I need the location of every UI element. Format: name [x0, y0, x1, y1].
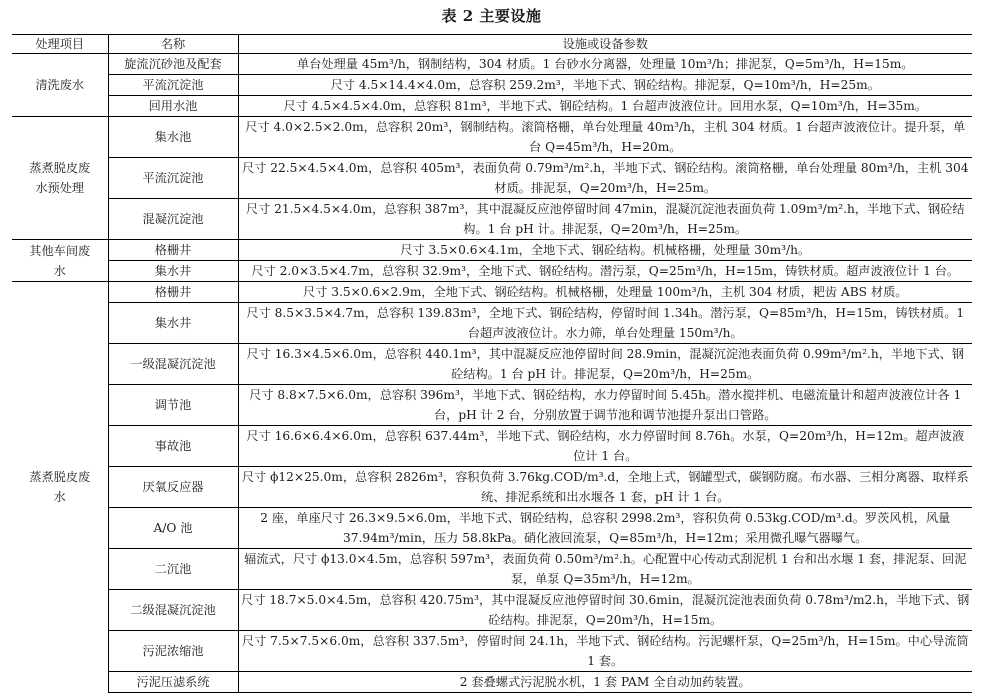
facility-name-cell: 回用水池	[108, 96, 238, 117]
table-row	[12, 282, 972, 303]
facility-param-cell: 尺寸 18.7×5.0×4.5m，总容积 420.75m³，其中混凝反应池停留时间 30.6min，混凝沉淀池表面负荷 0.78m³/m2.h，半地下式、钢砼结构。排泥泵，Q=20m³/h，H=15m。	[238, 590, 972, 631]
table-row	[12, 467, 972, 508]
facility-param-cell: 尺寸 4.5×14.4×4.0m，总容积 259.2m³，半地下式、钢砼结构。排泥泵，Q=10m³/h，H=25m。	[238, 75, 972, 96]
facility-param-cell: 尺寸 21.5×4.5×4.0m，总容积 387m³，其中混凝反应池停留时间 47min，混凝沉淀池表面负荷 1.09m³/m².h，半地下式、钢砼结构。1 台 pH 计。排泥泵，Q=20m³/h，H=25m。	[238, 199, 972, 240]
table-row	[12, 261, 972, 282]
facility-param-cell: 尺寸 16.3×4.5×6.0m，总容积 440.1m³，其中混凝反应池停留时间 28.9min，混凝沉淀池表面负荷 0.99m³/m².h，半地下式、钢砼结构。1 台 pH 计。排泥泵，Q=20m³/h，H=25m。	[238, 344, 972, 385]
table-header-row	[12, 35, 972, 54]
facility-name-cell: 集水池	[108, 117, 238, 158]
process-item-cell: 其他车间废水	[12, 240, 108, 282]
facility-param-cell: 尺寸 ϕ12×25.0m，总容积 2826m³，容积负荷 3.76kg.COD/m³.d，全地上式，钢罐型式，碳钢防腐。布水器、三相分离器、取样系统、排泥系统和出水堰各 1 套，pH 计 1 台。	[238, 467, 972, 508]
table-row	[12, 75, 972, 96]
facility-name-cell: 平流沉淀池	[108, 158, 238, 199]
table-row	[12, 344, 972, 385]
table-body	[12, 54, 972, 693]
facility-param-cell: 尺寸 4.0×2.5×2.0m，总容积 20m³，钢制结构。滚筒格栅，单台处理量 40m³/h，主机 304 材质。1 台超声波液位计。提升泵，单台 Q=45m³/h，H=20m。	[238, 117, 972, 158]
facility-param-cell: 尺寸 7.5×7.5×6.0m，总容积 337.5m³，停留时间 24.1h，半地下式、钢砼结构。污泥螺杆泵，Q=25m³/h，H=15m。中心导流筒 1 套。	[238, 631, 972, 672]
header-param: 设施或设备参数	[238, 35, 972, 54]
facility-name-cell: 格栅井	[108, 240, 238, 261]
facility-param-cell: 尺寸 8.5×3.5×4.7m，总容积 139.83m³，全地下式、钢砼结构，停留时间 1.34h。潜污泵，Q=85m³/h，H=15m，铸铁材质。1 台超声波液位计。水力筛，单台处理量 150m³/h。	[238, 303, 972, 344]
table-row	[12, 508, 972, 549]
table-row	[12, 426, 972, 467]
facility-name-cell: 调节池	[108, 385, 238, 426]
facility-param-cell: 2 座，单座尺寸 26.3×9.5×6.0m，半地下式、钢砼结构，总容积 2998.2m³，容积负荷 0.53kg.COD/m³.d。罗茨风机，风量 37.94m³/min，压力 58.8kPa。硝化液回流泵，Q=85m³/h，H=12m；采用微孔曝气器曝气。	[238, 508, 972, 549]
table-row	[12, 385, 972, 426]
table-row	[12, 117, 972, 158]
facility-param-cell: 单台处理量 45m³/h，钢制结构，304 材质。1 台砂水分离器，处理量 10m³/h；排泥泵，Q=5m³/h，H=15m。	[297, 57, 914, 71]
facility-name-cell: 平流沉淀池	[108, 75, 238, 96]
facility-name-cell: 二沉池	[108, 549, 238, 590]
table-row	[12, 303, 972, 344]
facility-name-cell: 格栅井	[108, 282, 238, 303]
facility-name-cell: 二级混凝沉淀池	[108, 590, 238, 631]
facility-name-cell: 旋流沉砂池及配套	[108, 54, 238, 75]
process-item-cell: 清洗废水	[12, 54, 108, 117]
facility-param-cell: 2 套叠螺式污泥脱水机，1 套 PAM 全自动加药装置。	[238, 672, 972, 693]
facility-name-cell: 集水井	[108, 261, 238, 282]
table-row	[12, 590, 972, 631]
process-item-cell: 蒸煮脱皮废水预处理	[12, 117, 108, 240]
facility-param-cell: 尺寸 2.0×3.5×4.7m，总容积 32.9m³，全地下式、钢砼结构。潜污泵，Q=25m³/h，H=15m，铸铁材质。超声波液位计 1 台。	[238, 261, 972, 282]
table-row	[12, 549, 972, 590]
table-row	[12, 631, 972, 672]
facilities-table	[12, 34, 972, 693]
process-item-cell: 蒸煮脱皮废水	[12, 282, 108, 693]
table-row	[12, 240, 972, 261]
table-row	[12, 158, 972, 199]
facility-param-cell: 尺寸 4.5×4.5×4.0m，总容积 81m³，半地下式、钢砼结构。1 台超声波液位计。回用水泵，Q=10m³/h，H=35m。	[238, 96, 972, 117]
header-item: 处理项目	[12, 35, 108, 54]
facility-param-cell: 尺寸 3.5×0.6×2.9m，全地下式、钢砼结构。机械格栅，处理量 100m³/h，主机 304 材质，耙齿 ABS 材质。	[238, 282, 972, 303]
facility-param-cell: 尺寸 22.5×4.5×4.0m，总容积 405m³，表面负荷 0.79m³/m².h，半地下式、钢砼结构。滚筒格栅，单台处理量 80m³/h，主机 304 材质。排泥泵，Q=20m³/h，H=25m。	[238, 158, 972, 199]
table-row	[12, 199, 972, 240]
facility-name-cell: 污泥压滤系统	[108, 672, 238, 693]
facility-name-cell: 一级混凝沉淀池	[108, 344, 238, 385]
facility-name-cell: 厌氧反应器	[108, 467, 238, 508]
table-row	[12, 54, 972, 75]
facility-param-cell: 尺寸 3.5×0.6×4.1m，全地下式、钢砼结构。机械格栅，处理量 30m³/h。	[238, 240, 972, 261]
header-name: 名称	[108, 35, 238, 54]
facility-name-cell: A/O 池	[108, 508, 238, 549]
facility-param-cell: 尺寸 8.8×7.5×6.0m，总容积 396m³，半地下式、钢砼结构，水力停留时间 5.45h。潜水搅拌机、电磁流量计和超声波液位计各 1 台，pH 计 2 台，分别放置于调节池和调节池提升泵出口管路。	[238, 385, 972, 426]
facility-name-cell: 集水井	[108, 303, 238, 344]
table-row	[12, 672, 972, 693]
facility-param-cell: 尺寸 16.6×6.4×6.0m，总容积 637.44m³，半地下式、钢砼结构，水力停留时间 8.76h。水泵，Q=20m³/h，H=12m。超声波液位计 1 台。	[238, 426, 972, 467]
table-title: 表 2 主要设施	[441, 7, 542, 25]
facility-param-cell: 辐流式，尺寸 ϕ13.0×4.5m，总容积 597m³，表面负荷 0.50m³/m².h。心配置中心传动式刮泥机 1 台和出水堰 1 套，排泥泵、回泥泵，单泵 Q=35m³/h，H=12m。	[238, 549, 972, 590]
table-row	[12, 96, 972, 117]
facility-name-cell: 污泥浓缩池	[108, 631, 238, 672]
facility-name-cell: 混凝沉淀池	[108, 199, 238, 240]
facility-name-cell: 事故池	[108, 426, 238, 467]
